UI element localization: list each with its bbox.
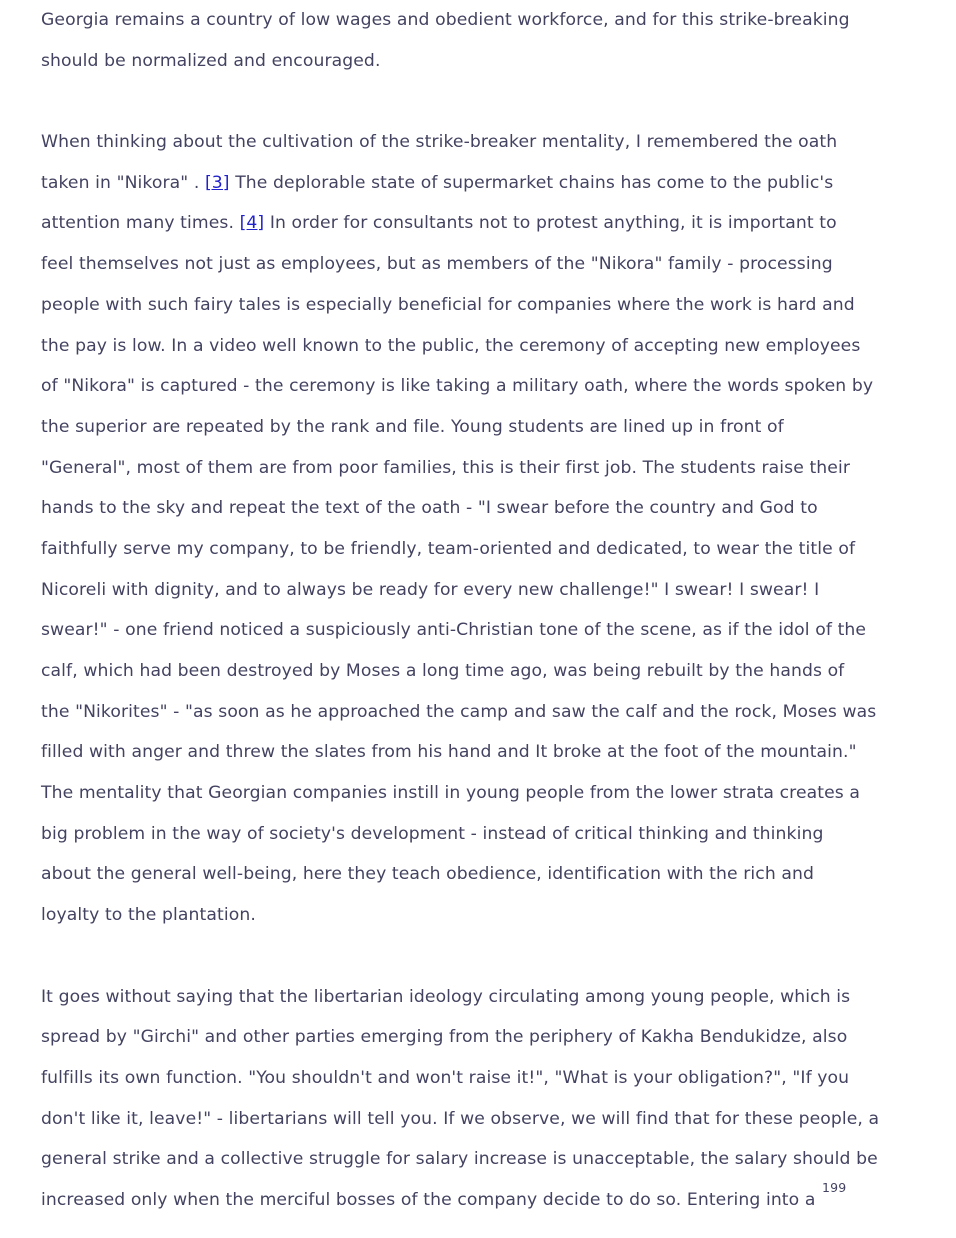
text-line (41, 895, 931, 936)
text-run: the superior are repeated by the rank and file. Young students are lined up in front of (41, 416, 784, 437)
text-line (41, 0, 931, 41)
text-line (41, 285, 931, 326)
text-line (41, 203, 931, 244)
text-line (41, 41, 931, 82)
document-text-body (41, 0, 931, 1221)
text-line (41, 610, 931, 651)
text-line (41, 488, 931, 529)
text-line (41, 1058, 931, 1099)
text-line (41, 732, 931, 773)
paragraph-spacer (41, 81, 931, 122)
text-run: The mentality that Georgian companies instill in young people from the lower strata creates a (41, 783, 861, 804)
text-line (41, 692, 931, 733)
text-line (41, 570, 931, 611)
footnote-link-4[interactable]: [4] (239, 213, 265, 234)
text-line (41, 244, 931, 285)
text-run: of "Nikora" is captured - the ceremony is like taking a military oath, where the words spoken by (41, 376, 874, 397)
text-run: The deplorable state of supermarket chains has come to the public's (229, 172, 834, 193)
text-run: about the general well-being, here they teach obedience, identification with the rich and (41, 864, 815, 885)
text-line (41, 163, 931, 204)
text-run: swear!" - one friend noticed a suspiciously anti-Christian tone of the scene, as if the idol of the (41, 620, 867, 641)
footnote-link-3[interactable]: [3] (204, 172, 230, 193)
text-line (41, 366, 931, 407)
text-line (41, 1099, 931, 1140)
text-run: the "Nikorites" - "as soon as he approached the camp and saw the calf and the rock, Moses was (41, 701, 877, 722)
text-line (41, 326, 931, 367)
text-run: feel themselves not just as employees, but as members of the "Nikora" family - processing (41, 254, 833, 275)
text-run: loyalty to the plantation. (41, 905, 256, 926)
text-line (41, 1180, 931, 1221)
text-run: the pay is low. In a video well known to the public, the ceremony of accepting new employees (41, 335, 861, 356)
text-run: In order for consultants not to protest anything, it is important to (264, 213, 837, 234)
text-run: spread by "Girchi" and other parties emerging from the periphery of Kakha Bendukidze, also (41, 1027, 848, 1048)
text-run: big problem in the way of society's development - instead of critical thinking and thinking (41, 823, 824, 844)
paragraph-spacer (41, 936, 931, 977)
text-run: don't like it, leave!" - libertarians will tell you. If we observe, we will find that for these people, a (41, 1108, 880, 1129)
text-run: Nicoreli with dignity, and to always be ready for every new challenge!" I swear! I swear! I (41, 579, 820, 600)
text-run: taken in "Nikora" . (41, 172, 205, 193)
text-run: people with such fairy tales is especially beneficial for companies where the work is hard and (41, 294, 855, 315)
text-run: It goes without saying that the libertarian ideology circulating among young people, which is (41, 986, 851, 1007)
text-run: filled with anger and threw the slates from his hand and It broke at the foot of the mountain." (41, 742, 857, 763)
text-line (41, 773, 931, 814)
text-run: hands to the sky and repeat the text of the oath - "I swear before the country and God to (41, 498, 818, 519)
text-line (41, 407, 931, 448)
text-line (41, 448, 931, 489)
text-run: attention many times. (41, 213, 240, 234)
text-run: calf, which had been destroyed by Moses a long time ago, was being rebuilt by the hands of (41, 661, 845, 681)
text-line (41, 529, 931, 570)
text-line (41, 977, 931, 1018)
text-line (41, 651, 931, 692)
text-run: fulfills its own function. "You shouldn't and won't raise it!", "What is your obligation?", "If you (41, 1067, 850, 1088)
text-line (41, 122, 931, 163)
text-run: When thinking about the cultivation of the strike-breaker mentality, I remembered the oath (41, 132, 838, 153)
text-line (41, 854, 931, 895)
paragraph-2 (41, 122, 931, 936)
text-run: "General", most of them are from poor families, this is their first job. The students raise their (41, 457, 851, 478)
text-run: should be normalized and encouraged. (41, 50, 381, 71)
text-run: general strike and a collective struggle for salary increase is unacceptable, the salary should be (41, 1149, 878, 1170)
text-run: faithfully serve my company, to be friendly, team-oriented and dedicated, to wear the title of (41, 538, 856, 559)
text-line (41, 1139, 931, 1180)
text-line (41, 814, 931, 855)
paragraph-3 (41, 977, 931, 1221)
paragraph-1 (41, 0, 931, 81)
text-run: Georgia remains a country of low wages and obedient workforce, and for this strike-breaking (41, 10, 850, 30)
page-number: 199 (822, 1180, 847, 1195)
text-line (41, 1017, 931, 1058)
text-run: increased only when the merciful bosses of the company decide to do so. Entering into a (41, 1189, 816, 1210)
